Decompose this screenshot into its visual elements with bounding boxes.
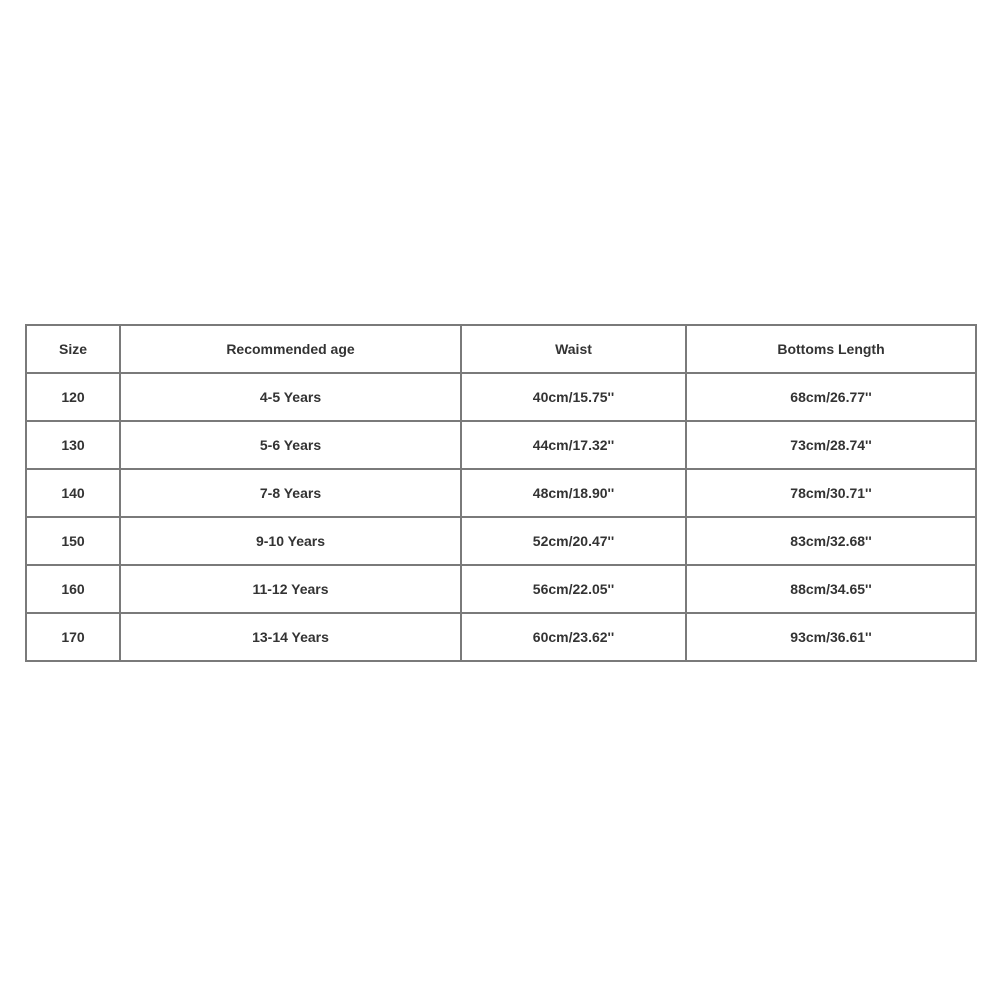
size-cell: 130 bbox=[26, 421, 120, 469]
size-chart-table bbox=[25, 324, 977, 662]
length-cell: 88cm/34.65'' bbox=[686, 565, 976, 613]
waist-cell: 52cm/20.47'' bbox=[461, 517, 686, 565]
length-cell: 78cm/30.71'' bbox=[686, 469, 976, 517]
table-row bbox=[26, 469, 976, 517]
table-row bbox=[26, 565, 976, 613]
header-recommended-age: Recommended age bbox=[120, 325, 461, 373]
table-row bbox=[26, 421, 976, 469]
header-size: Size bbox=[26, 325, 120, 373]
size-cell: 170 bbox=[26, 613, 120, 661]
header-waist: Waist bbox=[461, 325, 686, 373]
age-cell: 7-8 Years bbox=[120, 469, 461, 517]
length-cell: 73cm/28.74'' bbox=[686, 421, 976, 469]
header-bottoms-length: Bottoms Length bbox=[686, 325, 976, 373]
waist-cell: 48cm/18.90'' bbox=[461, 469, 686, 517]
header-row bbox=[26, 325, 976, 373]
length-cell: 68cm/26.77'' bbox=[686, 373, 976, 421]
age-cell: 13-14 Years bbox=[120, 613, 461, 661]
table-header bbox=[26, 325, 976, 373]
table-row bbox=[26, 373, 976, 421]
length-cell: 83cm/32.68'' bbox=[686, 517, 976, 565]
age-cell: 4-5 Years bbox=[120, 373, 461, 421]
waist-cell: 56cm/22.05'' bbox=[461, 565, 686, 613]
length-cell: 93cm/36.61'' bbox=[686, 613, 976, 661]
waist-cell: 60cm/23.62'' bbox=[461, 613, 686, 661]
size-cell: 140 bbox=[26, 469, 120, 517]
size-cell: 120 bbox=[26, 373, 120, 421]
age-cell: 11-12 Years bbox=[120, 565, 461, 613]
table-row bbox=[26, 517, 976, 565]
waist-cell: 40cm/15.75'' bbox=[461, 373, 686, 421]
table-body bbox=[26, 373, 976, 661]
age-cell: 9-10 Years bbox=[120, 517, 461, 565]
waist-cell: 44cm/17.32'' bbox=[461, 421, 686, 469]
size-cell: 160 bbox=[26, 565, 120, 613]
size-cell: 150 bbox=[26, 517, 120, 565]
age-cell: 5-6 Years bbox=[120, 421, 461, 469]
table-row bbox=[26, 613, 976, 661]
